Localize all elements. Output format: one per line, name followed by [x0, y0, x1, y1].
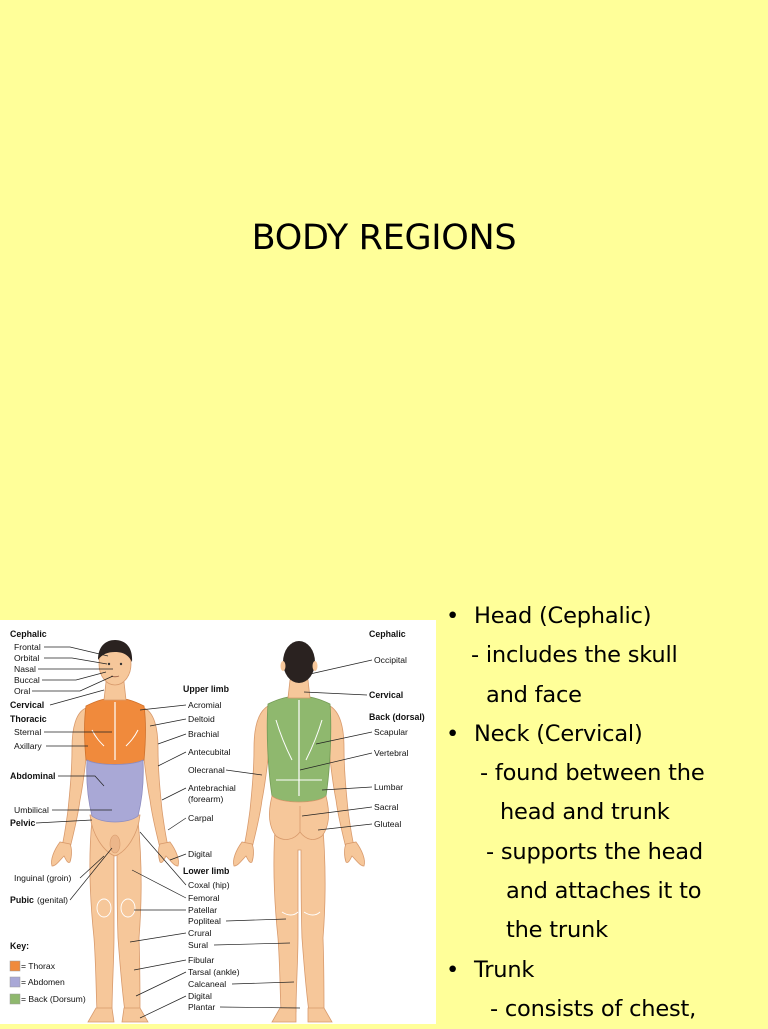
label-pelvic: Pelvic — [10, 818, 36, 828]
posterior-figure — [233, 641, 364, 1022]
label-pubic: Pubic — [10, 895, 34, 905]
label-oral: Oral — [14, 686, 31, 696]
body-regions-figure — [0, 620, 436, 1024]
label-sternal: Sternal — [14, 727, 42, 737]
key-label-back: = Back (Dorsum) — [21, 994, 86, 1004]
label-buccal: Buccal — [14, 675, 40, 685]
bullet-item — [446, 597, 768, 636]
bullet-dot: • — [446, 720, 460, 747]
key-title: Key: — [10, 941, 30, 951]
bullet-text: the trunk — [506, 917, 608, 944]
bullet-text: and attaches it to — [506, 878, 702, 905]
label-upper-limb: Upper limb — [183, 684, 229, 694]
bullet-subline — [446, 833, 768, 872]
label-calcaneal: Calcaneal — [188, 979, 227, 989]
label-frontal: Frontal — [14, 642, 41, 652]
bullet-subline — [446, 872, 768, 911]
bullet-subline — [446, 911, 768, 950]
label-thoracic: Thoracic — [10, 714, 47, 724]
label-forearm: (forearm) — [188, 794, 224, 804]
bullet-text: - includes the skull — [471, 642, 678, 669]
label-patellar: Patellar — [188, 905, 218, 915]
label-fibular: Fibular — [188, 955, 215, 965]
label-femoral: Femoral — [188, 893, 220, 903]
label-lumbar: Lumbar — [374, 782, 404, 792]
label-vertebral: Vertebral — [374, 748, 409, 758]
bullet-item — [446, 715, 768, 754]
label-umbilical: Umbilical — [14, 805, 49, 815]
label-antecubital: Antecubital — [188, 747, 231, 757]
key-swatch-thorax — [10, 961, 20, 971]
label-occipital: Occipital — [374, 655, 407, 665]
key-label-abdomen: = Abdomen — [21, 977, 65, 987]
label-gluteal: Gluteal — [374, 819, 402, 829]
label-coxal: Coxal (hip) — [188, 880, 230, 890]
label-orbital: Orbital — [14, 653, 40, 663]
bullet-list — [446, 597, 768, 1029]
label-scapular: Scapular — [374, 727, 408, 737]
label-cervical-posterior: Cervical — [369, 690, 404, 700]
bullet-text: Head (Cephalic) — [474, 603, 652, 629]
label-digital-2: Digital — [188, 991, 212, 1001]
label-axillary: Axillary — [14, 741, 42, 751]
body-regions-diagram — [0, 620, 436, 1024]
key-swatch-back — [10, 994, 20, 1004]
label-sacral: Sacral — [374, 802, 399, 812]
bullet-subline — [446, 793, 768, 832]
key-label-thorax: = Thorax — [21, 961, 55, 971]
label-olecranal: Olecranal — [188, 765, 225, 775]
label-crural: Crural — [188, 928, 212, 938]
bullet-item — [446, 951, 768, 990]
bullet-subline — [446, 636, 768, 675]
label-back-dorsal: Back (dorsal) — [369, 712, 425, 722]
bullet-text: Neck (Cervical) — [474, 720, 643, 747]
label-deltoid: Deltoid — [188, 714, 215, 724]
bullet-text: - consists of chest, — [490, 995, 697, 1022]
label-cephalic: Cephalic — [10, 629, 47, 639]
label-sural: Sural — [188, 940, 209, 950]
key-swatch-abdomen — [10, 977, 20, 987]
label-cervical: Cervical — [10, 700, 45, 710]
label-nasal: Nasal — [14, 664, 36, 674]
bullet-text: head and trunk — [500, 799, 670, 826]
bullet-text: Trunk — [474, 956, 535, 983]
label-antebrachial: Antebrachial — [188, 783, 236, 793]
label-pubic-paren: (genital) — [37, 895, 69, 905]
label-digital: Digital — [188, 849, 212, 859]
label-lower-limb: Lower limb — [183, 866, 230, 876]
anterior-figure — [51, 640, 178, 1022]
label-cephalic-posterior: Cephalic — [369, 629, 406, 639]
bullet-subline — [446, 676, 768, 715]
label-brachial: Brachial — [188, 729, 220, 739]
bullet-subline — [446, 754, 768, 793]
label-plantar: Plantar — [188, 1002, 216, 1012]
label-inguinal: Inguinal (groin) — [14, 873, 72, 883]
legend-key — [10, 941, 86, 1004]
slide-title: BODY REGIONS — [251, 218, 517, 258]
bullet-dot: • — [446, 603, 460, 629]
bullet-subline — [446, 990, 768, 1029]
bullet-text: - found between the — [480, 760, 705, 787]
bullet-text: - supports the head — [486, 838, 703, 865]
bullet-text: and face — [486, 681, 582, 708]
label-abdominal: Abdominal — [10, 771, 56, 781]
label-acromial: Acromial — [188, 700, 222, 710]
label-popliteal: Popliteal — [188, 916, 221, 926]
bullet-dot: • — [446, 956, 460, 983]
label-carpal: Carpal — [188, 813, 214, 823]
label-tarsal: Tarsal (ankle) — [188, 967, 240, 977]
